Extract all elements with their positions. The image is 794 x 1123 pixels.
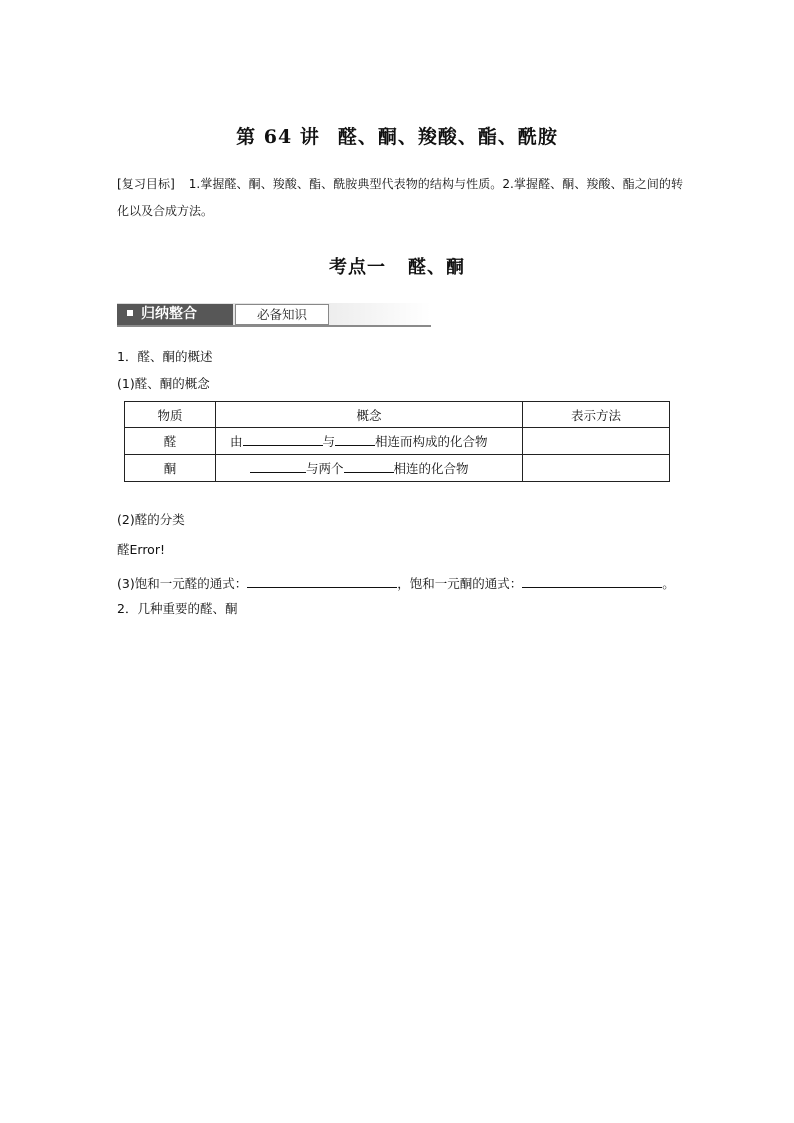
row-ketone-concept <box>216 455 523 482</box>
banner-dark-label <box>117 304 233 325</box>
lesson-title <box>0 122 794 149</box>
banner-underline <box>117 325 431 327</box>
row-aldehyde-concept <box>216 428 523 455</box>
section-number: 考点一 <box>329 257 386 278</box>
banner-light-label: 必备知识 <box>235 304 329 325</box>
concept-table <box>124 401 670 482</box>
line-end-period: 。 <box>662 576 675 591</box>
lesson-number: 第 64 讲 <box>236 126 320 148</box>
aldehyde-text-a: 由 <box>230 434 243 449</box>
square-bullet-icon <box>127 310 133 316</box>
row-aldehyde-name: 醛 <box>125 428 216 455</box>
row-aldehyde-representation <box>523 428 670 455</box>
fill-blank[interactable] <box>243 433 323 446</box>
classification-error: 醛Error! <box>117 542 165 557</box>
table-row <box>125 428 670 455</box>
fill-blank[interactable] <box>250 460 306 473</box>
knowledge-banner <box>117 303 431 327</box>
lesson-topic: 醛、酮、羧酸、酯、酰胺 <box>337 126 558 148</box>
subheading-concept: (1)醛、酮的概念 <box>117 376 210 391</box>
fill-blank[interactable] <box>335 433 375 446</box>
row-ketone-representation <box>523 455 670 482</box>
table-row <box>125 455 670 482</box>
aldehyde-text-c: 相连而构成的化合物 <box>375 434 488 449</box>
ketone-text-c: 相连的化合物 <box>393 461 469 476</box>
fill-blank[interactable] <box>522 575 662 588</box>
row-ketone-name: 酮 <box>125 455 216 482</box>
header-representation: 表示方法 <box>523 402 670 428</box>
goals-text: 1.掌握醛、酮、羧酸、酯、酰胺典型代表物的结构与性质。2.掌握醛、酮、羧酸、酯之间的转化以及合成方法。 <box>117 177 683 218</box>
ketone-formula-label: ，饱和一元酮的通式： <box>397 576 523 591</box>
aldehyde-text-b: 与 <box>322 434 336 449</box>
fill-blank[interactable] <box>344 460 394 473</box>
goals-tag: [复习目标] <box>117 177 175 191</box>
header-concept: 概念 <box>216 402 523 428</box>
header-substance: 物质 <box>125 402 216 428</box>
subheading-classification: (2)醛的分类 <box>117 512 185 527</box>
heading-2: 2．几种重要的醛、酮 <box>117 601 238 616</box>
ketone-text-b: 与两个 <box>306 461 344 476</box>
table-header-row <box>125 402 670 428</box>
fill-blank[interactable] <box>247 575 397 588</box>
banner-dark-text: 归纳整合 <box>141 306 197 322</box>
aldehyde-formula-label: (3)饱和一元醛的通式： <box>117 576 248 591</box>
review-goals <box>117 171 683 225</box>
section-heading <box>0 253 794 279</box>
section-topic: 醛、酮 <box>408 257 465 278</box>
heading-1: 1．醛、酮的概述 <box>117 349 213 364</box>
general-formula-line <box>117 575 675 592</box>
